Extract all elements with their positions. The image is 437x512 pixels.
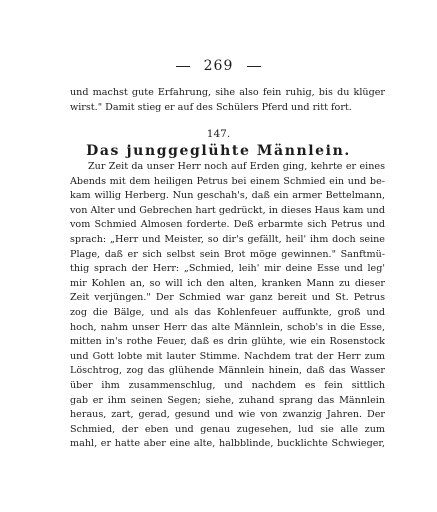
story-body: [70, 160, 385, 452]
text-line: mitten in's rothe Feuer, daß es drin glühte, wie ein Rosenstock: [70, 336, 385, 348]
text-line: vom Schmied Almosen forderte. Deß erbarmte sich Petrus und: [70, 219, 385, 231]
page-header: [0, 58, 437, 74]
previous-story-ending: [70, 86, 385, 115]
text-line: thig sprach der Herr: „Schmied, leih' mir deine Esse und leg': [70, 263, 385, 275]
text-line: zog die Bälge, und als das Kohlenfeuer auffunkte, groß und: [70, 306, 385, 318]
section-title: Das junggeglühte Männlein.: [86, 143, 351, 159]
page-number: 269: [203, 58, 234, 74]
text-line: gab er ihm seinen Segen; siehe, zuhand sprang das Männlein: [70, 394, 385, 406]
text-line: Abends mit dem heiligen Petrus bei einem Schmied ein und be-: [70, 175, 385, 187]
text-line: Löschtrog, zog das glühende Männlein hinein, daß das Wasser: [70, 365, 385, 377]
text-line: von Alter und Gebrechen hart gedrückt, in dieses Haus kam und: [70, 204, 385, 216]
text-line: Plage, daß er sich selbst sein Brot möge gewinnen." Sanftmü-: [70, 248, 385, 260]
text-line: mahl, er hatte aber eine alte, halbblinde, bucklichte Schwieger,: [70, 438, 385, 450]
text-line: und Gott lobte mit lauter Stimme. Nachdem trat der Herr zum: [70, 350, 385, 362]
text-line: sprach: „Herr und Meister, so dir's gefällt, heil' ihm doch seine: [70, 233, 385, 245]
text-line: hoch, nahm unser Herr das alte Männlein, schob's in die Esse,: [70, 321, 385, 333]
header-dash-left: [176, 66, 190, 67]
text-line: über ihm zusammenschlug, und nachdem es fein sittlich: [70, 379, 385, 391]
text-line: Zeit verjüngen." Der Schmied war ganz bereit und St. Petrus: [70, 292, 385, 304]
text-line: und machst gute Erfahrung, sihe also fein ruhig, bis du klüger: [70, 87, 385, 98]
header-dash-right: [247, 66, 261, 67]
text-line: kam willig Herberg. Nun geschah's, daß ein armer Bettelmann,: [70, 190, 385, 202]
text-line: heraus, zart, gerad, gesund und wie von zwanzig Jahren. Der: [70, 409, 385, 421]
section-number: 147.: [206, 128, 231, 140]
text-line: mir Kohlen an, so will ich den alten, kranken Mann zu dieser: [70, 277, 385, 289]
text-line: Zur Zeit da unser Herr noch auf Erden ging, kehrte er eines: [88, 161, 385, 172]
text-line: wirst." Damit stieg er auf des Schülers Pferd und ritt fort.: [70, 101, 352, 113]
text-line: Schmied, der eben und genau zugesehen, lud sie alle zum: [70, 423, 385, 435]
